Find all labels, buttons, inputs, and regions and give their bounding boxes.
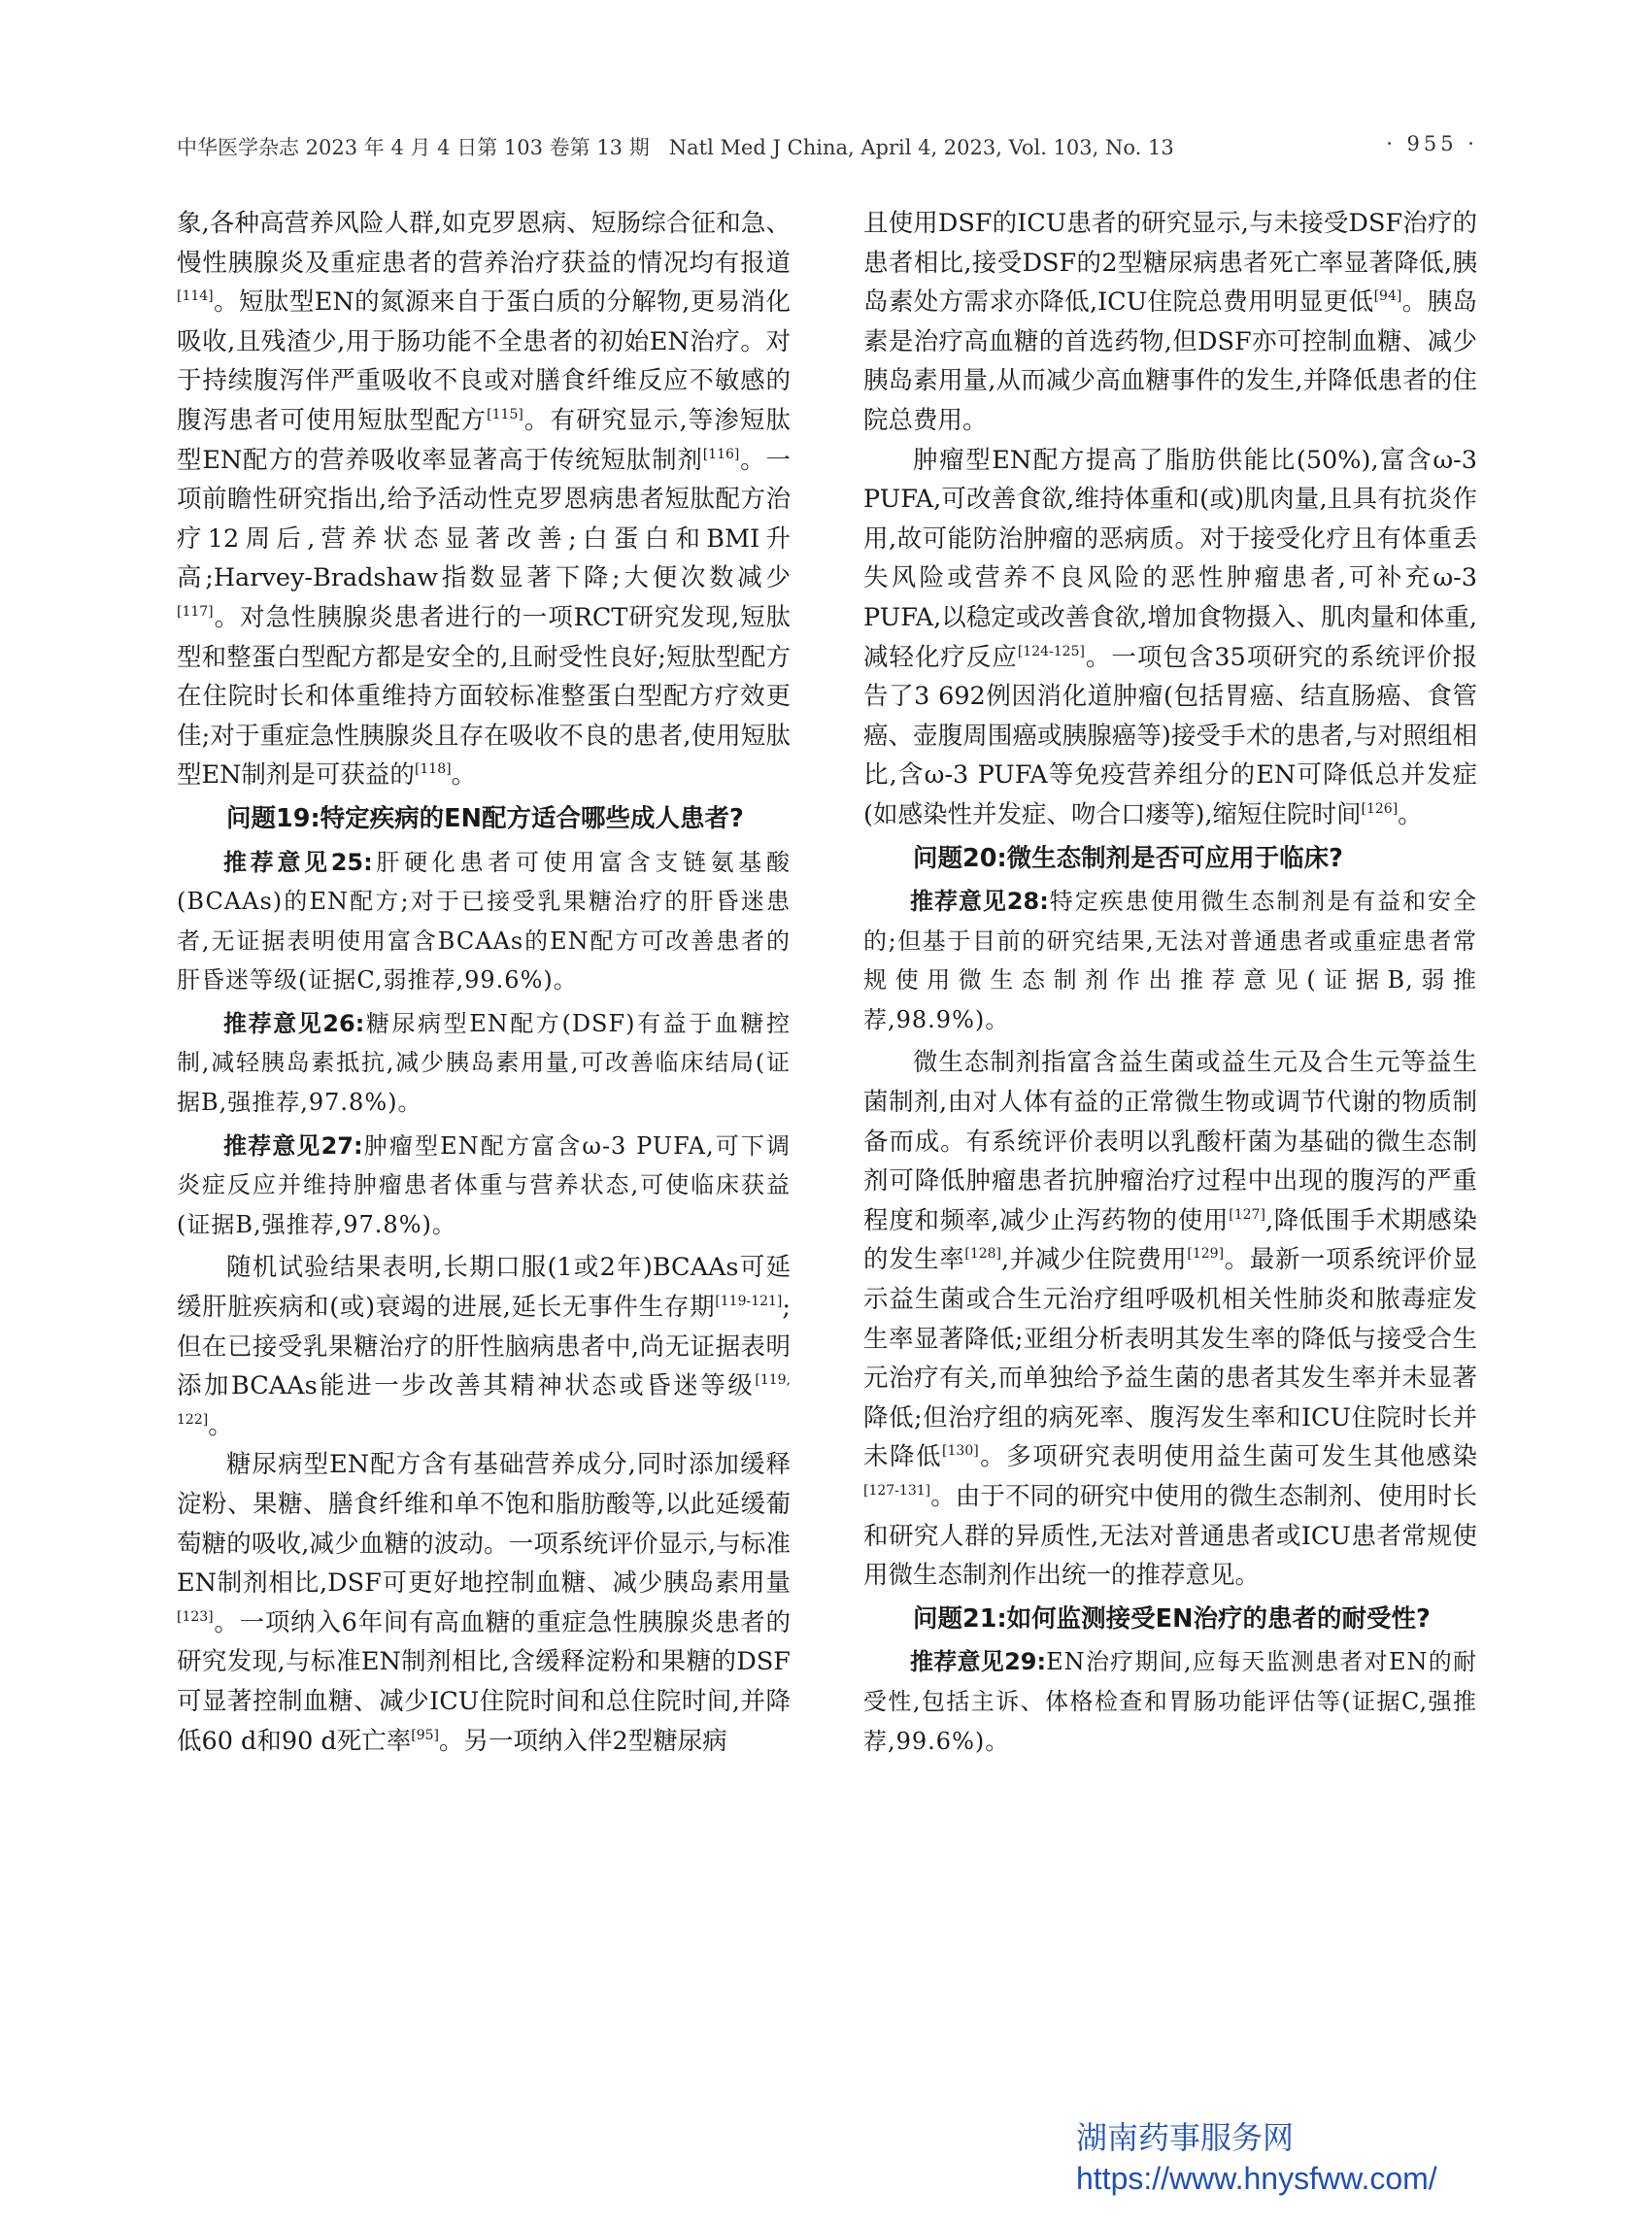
right-column xyxy=(863,204,1477,1765)
recommendation-29: 推荐意见29:EN治疗期间,应每天监测患者对EN的耐受性,包括主诉、体格检查和胃肠功能评估等(证据C,强推荐,99.6%)。 xyxy=(863,1648,1477,1755)
journal-cn: 中华医学杂志 2023 年 4 月 4 日第 103 卷第 13 期 xyxy=(177,136,650,159)
citation: [116] xyxy=(702,446,740,462)
citation: [118] xyxy=(414,761,452,778)
running-header xyxy=(177,132,1478,167)
paragraph: 且使用DSF的ICU患者的研究显示,与未接受DSF治疗的患者相比,接受DSF的2型糖尿病患者死亡率显著降低,胰岛素处方需求亦降低,ICU住院总费用明显更低[94]。胰岛素是治疗高血糖的首选药物,但DSF亦可控制血糖、减少胰岛素用量,从而减少高血糖事件的发生,并降低患者的住院总费用。 xyxy=(863,209,1477,435)
question-heading-20: 问题20:微生态制剂是否可应用于临床? xyxy=(913,843,1343,873)
paragraph: 肿瘤型EN配方提高了脂肪供能比(50%),富含ω-3 PUFA,可改善食欲,维持体重和(或)肌肉量,且具有抗炎作用,故可能防治肿瘤的恶病质。对于接受化疗且有体重丢失风险或营养不良风险的恶性肿瘤患者,可补充ω-3 PUFA,以稳定或改善食欲,增加食物摄入、肌肉量和体重,减轻化疗反应[124-125]。一项包含35项研究的系统评价报告了3 692例因消化道肿瘤(包括胃癌、结直肠癌、食管癌、壶腹周围癌或胰腺癌等)接受手术的患者,与对照组相比,含ω-3 PUFA等免疫营养组分的EN可降低总并发症(如感染性并发症、吻合口瘘等),缩短住院时间[126]。 xyxy=(863,445,1477,829)
citation: [94] xyxy=(1373,288,1402,305)
paragraph: 微生态制剂指富含益生菌或益生元及合生元等益生菌制剂,由对人体有益的正常微生物或调节代谢的物质制备而成。有系统评价表明以乳酸杆菌为基础的微生态制剂可降低肿瘤患者抗肿瘤治疗过程中出现的腹泻的严重程度和频率,减少止泻药物的使用[127],降低围手术期感染的发生率[128],并减少住院费用[129]。最新一项系统评价显示益生菌或合生元治疗组呼吸机相关性肺炎和脓毒症发生率显著降低;亚组分析表明其发生率的降低与接受合生元治疗有关,而单独给予益生菌的患者其发生率并未显著降低;但治疗组的病死率、腹泻发生率和ICU住院时长并未降低[130]。多项研究表明使用益生菌可发生其他感染[127-131]。由于不同的研究中使用的微生态制剂、使用时长和研究人群的异质性,无法对普通患者或ICU患者常规使用微生态制剂作出统一的推荐意见。 xyxy=(863,1048,1478,1591)
citation: [130] xyxy=(942,1443,979,1460)
recommendation-25: 推荐意见25:肝硬化患者可使用富含支链氨基酸(BCAAs)的EN配方;对于已接受乳果糖治疗的肝昏迷患者,无证据表明使用富含BCAAs的EN配方可改善患者的肝昏迷等级(证据C,弱推荐,99.6%)。 xyxy=(177,848,791,995)
watermark xyxy=(1076,2117,1484,2199)
citation: [126] xyxy=(1361,800,1399,817)
recommendation-28: 推荐意见28:特定疾患使用微生态制剂是有益和安全的;但基于目前的研究结果,无法对普通患者或重症患者常规使用微生态制剂作出推荐意见(证据B,弱推荐,98.9%)。 xyxy=(863,888,1478,1033)
citation: [129] xyxy=(1187,1246,1225,1263)
citation: [119, 122] xyxy=(177,1372,791,1428)
journal-citation xyxy=(177,132,1174,161)
recommendation-27: 推荐意见27:肿瘤型EN配方富含ω-3 PUFA,可下调炎症反应并维持肿瘤患者体重与营养状态,可使临床获益(证据B,强推荐,97.8%)。 xyxy=(177,1131,792,1238)
citation: [127-131] xyxy=(863,1483,931,1499)
citation: [119-121] xyxy=(715,1294,783,1310)
citation: [128] xyxy=(964,1246,1002,1263)
recommendation-26: 推荐意见26:糖尿病型EN配方(DSF)有益于血糖控制,减轻胰岛素抵抗,减少胰岛素用量,可改善临床结局(证据B,强推荐,97.8%)。 xyxy=(177,1009,791,1117)
question-heading-19: 问题19:特定疾病的EN配方适合哪些成人患者? xyxy=(226,803,744,833)
citation: [117] xyxy=(177,603,214,620)
citation: [114] xyxy=(177,288,214,305)
paragraph: 象,各种高营养风险人群,如克罗恩病、短肠综合征和急、慢性胰腺炎及重症患者的营养治疗获益的情况均有报道[114]。短肽型EN的氮源来自于蛋白质的分解物,更易消化吸收,且残渣少,用于肠功能不全患者的初始EN治疗。对于持续腹泻伴严重吸收不良或对膳食纤维反应不敏感的腹泻患者可使用短肽型配方[115]。有研究显示,等渗短肽型EN配方的营养吸收率显著高于传统短肽制剂[116]。一项前瞻性研究指出,给予活动性克罗恩病患者短肽配方治疗12周后,营养状态显著改善;白蛋白和BMI升高;Harvey-Bradshaw指数显著下降;大便次数减少[117]。对急性胰腺炎患者进行的一项RCT研究发现,短肽型和整蛋白型配方都是安全的,且耐受性良好;短肽型配方在住院时长和体重维持方面较标准整蛋白型配方疗效更佳;对于重症急性胰腺炎且存在吸收不良的患者,使用短肽型EN制剂是可获益的[118]。 xyxy=(177,209,791,791)
paragraph: 糖尿病型EN配方含有基础营养成分,同时添加缓释淀粉、果糖、膳食纤维和单不饱和脂肪酸等,以此延缓葡萄糖的吸收,减少血糖的波动。一项系统评价显示,与标准EN制剂相比,DSF可更好地控制血糖、减少胰岛素用量[123]。一项纳入6年间有高血糖的重症急性胰腺炎患者的研究发现,与标准EN制剂相比,含缓释淀粉和果糖的DSF可显著控制血糖、减少ICU住院时间和总住院时间,并降低60 d和90 d死亡率[95]。另一项纳入伴2型糖尿病 xyxy=(177,1450,791,1756)
left-column xyxy=(177,204,791,1761)
citation: [127] xyxy=(1229,1206,1265,1223)
page-number: · 955 · xyxy=(1386,132,1478,155)
citation: [115] xyxy=(487,406,523,422)
journal-en: Natl Med J China, April 4, 2023, Vol. 103, No. 13 xyxy=(668,136,1174,159)
question-heading-21: 问题21:如何监测接受EN治疗的患者的耐受性? xyxy=(913,1603,1431,1634)
watermark-url[interactable]: https://www.hnysfww.com/ xyxy=(1076,2161,1437,2196)
citation: [123] xyxy=(177,1608,214,1625)
citation: [124-125] xyxy=(1017,643,1085,659)
paragraph: 随机试验结果表明,长期口服(1或2年)BCAAs可延缓肝脏疾病和(或)衰竭的进展,延长无事件生存期[119-121];但在已接受乳果糖治疗的肝性脑病患者中,尚无证据表明添加BCAAs能进一步改善其精神状态或昏迷等级[119, 122]。 xyxy=(177,1253,791,1440)
watermark-name: 湖南药事服务网 xyxy=(1076,2120,1295,2155)
citation: [95] xyxy=(411,1727,440,1743)
